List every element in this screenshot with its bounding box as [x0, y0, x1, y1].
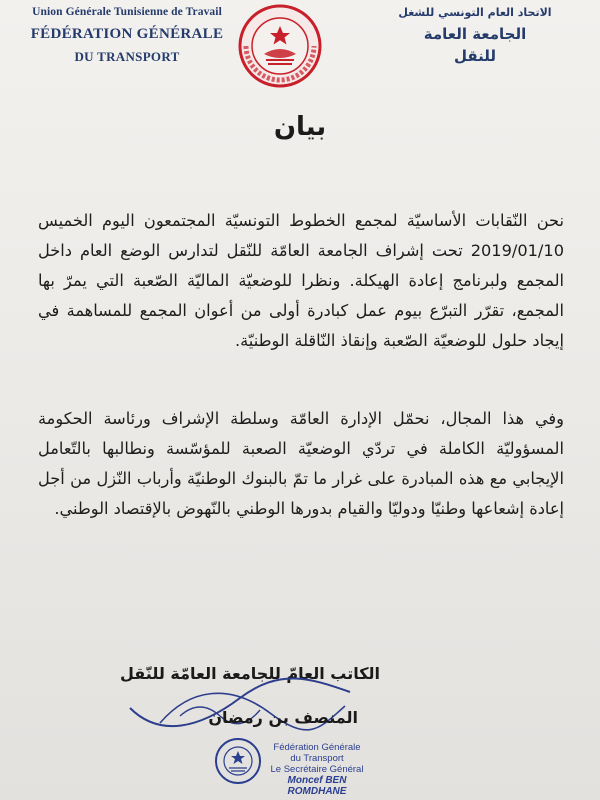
document-title: بيان: [273, 112, 327, 142]
union-name-ar: الاتحاد العام التونسي للشغل: [398, 6, 552, 19]
letterhead-french: [22, 6, 232, 65]
transport-name-fr: DU TRANSPORT: [74, 49, 180, 64]
signatory-title: الكاتب العامّ للجامعة العامّة للنّقل: [119, 664, 380, 683]
federation-name-fr: FÉDÉRATION GÉNÉRALE: [30, 26, 224, 42]
signatory-name: المنصف بن رمضان: [208, 708, 358, 727]
ugtt-logo-icon: [236, 2, 324, 90]
transport-name-ar: للنقل: [453, 47, 497, 65]
union-name-fr: Union Générale Tunisienne de Travail: [32, 6, 222, 18]
stamp-seal-icon: [213, 736, 263, 786]
letterhead-arabic: [380, 6, 570, 65]
stamp-line-1: Fédération Générale: [273, 742, 361, 753]
statement-paragraph-1: نحن النّقابات الأساسيّة لمجمع الخطوط التونسيّة المجتمعون اليوم الخميس 2019/01/10 تحت إشراف الجامعة العامّة للنّقل لتدارس الوضع العام داخل المجمع ولبرنامج إعادة الهيكلة. ونظرا للوضعيّة الماليّة الصّعبة التي يمرّ بها المجمع، تقرّر التبرّع بيوم عمل كبادرة أولى من أعوان المجمع للمساهمة في إيجاد حلول للوضعيّة الصّعبة وإنقاذ النّاقلة الوطنيّة.: [38, 211, 564, 350]
statement-paragraph-2: وفي هذا المجال، نحمّل الإدارة العامّة وسلطة الإشراف ورئاسة الحكومة المسؤوليّة الكاملة في تردّي الوضعيّة الصعبة للمؤسّسة ونطالبها بالتّعامل الإيجابي مع هذه المبادرة على غرار ما تمّ بالبنوك الوطنيّة وأرباب النّزل من أجل إعادة إشعاعها وطنيّا ودوليّا والقيام بدورها الوطني بالنّهوض بالإقتصاد الوطني.: [38, 409, 564, 518]
federation-name-ar: الجامعة العامة: [423, 25, 527, 43]
official-stamp: [262, 742, 372, 797]
stamp-line-3: Le Secrétaire Général: [270, 764, 364, 775]
stamp-line-2: du Transport: [290, 753, 344, 764]
stamp-name: Moncef BEN ROMDHANE: [287, 775, 347, 797]
